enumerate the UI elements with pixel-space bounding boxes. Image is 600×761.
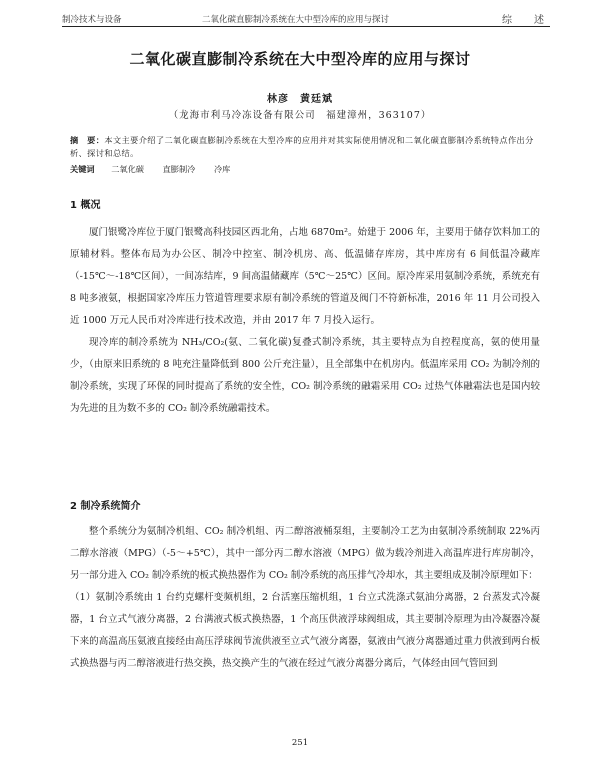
keyword: 二氧化碳 <box>111 164 144 174</box>
page-number: 251 <box>291 738 309 748</box>
abstract-text: 本文主要介绍了二氧化碳直膨制冷系统在大型冷库的应用并对其实际使用情况和二氧化碳直膨制冷系统特点作出分析、探讨和总结。 <box>70 135 534 158</box>
paragraph: 厦门银鹭冷库位于厦门银鹭高科技园区西北角，占地 6870m²。始建于 2006 年，主要用于储存饮料加工的原辅材料。整体布局为办公区、制冷中控室、制冷机房、高、低温储存库房，其中库房有 6 间低温冷藏库（-15℃～-18℃区间），一间冻结库，9 间高温储藏库（5℃～25℃）区间。原冷库采用氨制冷系统，系统充有 8 吨多液氨，根据国家冷库压力管道管理要求原有制冷系统的管道及阀门不符新标准，2016 年 11 月公司投入近 1000 万元人民币对冷库进行技术改造，并由 2017 年 7 月投入运行。 <box>70 227 540 326</box>
section-heading-overview: 1 概况 <box>70 200 101 211</box>
section-overview-body <box>70 222 540 420</box>
paragraph: 现冷库的制冷系统为 NH₃/CO₂(氨、二氧化碳)复叠式制冷系统，其主要特点为自控程度高，氨的使用量少，（由原来旧系统的 8 吨充注量降低到 800 公斤充注量），且全部集中在机房内。低温库采用 CO₂ 为制冷剂的制冷系统，实现了环保的同时提高了系统的安全性，CO₂ 制冷系统的融霜采用 CO₂ 过热气体融霜法也是国内较为先进的且为数不多的 CO₂ 制冷系统融霜技术。 <box>70 337 540 414</box>
header-rule <box>62 26 550 27</box>
running-title: 二氧化碳直膨制冷系统在大中型冷库的应用与探讨 <box>202 15 390 25</box>
authors: 林彦 黄廷斌 <box>267 94 333 105</box>
keyword: 直膨制冷 <box>162 164 196 174</box>
running-header <box>62 11 550 27</box>
keyword: 冷库 <box>213 164 231 174</box>
section-system-body <box>70 521 540 675</box>
paragraph: 整个系统分为氨制冷机组、CO₂ 制冷机组、丙二醇溶液桶泵组，主要制冷工艺为由氨制冷系统制取 22%丙二醇水溶液（MPG）（-5～+5℃），其中一部分丙二醇水溶液（MPG）做为载冷剂进入高温库进行库房制冷，另一部分进入 CO₂ 制冷系统的板式换热器作为 CO₂ 制冷系统的高压排气冷却水，其主要组成及制冷原理如下： <box>70 526 540 581</box>
paragraph: （1）氨制冷系统由 1 台约克螺杆变频机组，2 台活塞压缩机组，1 台立式洗涤式氨油分离器，2 台蒸发式冷凝器，1 台立式气液分离器，2 台满液式板式换热器，1 个高压供液浮球阀组成，其主要制冷原理为由冷凝器冷凝下来的高温高压氨液直接经由高压浮球阀节流供液至立式气液分离器，氨液由气液分离器通过重力供液到两台板式换热器与丙二醇溶液进行热交换，热交换产生的气液在经过气液分离器分离后，气体经由回气管回到 <box>70 592 540 669</box>
paper-title: 二氧化碳直膨制冷系统在大中型冷库的应用与探讨 <box>129 50 471 68</box>
journal-name: 制冷技术与设备 <box>62 15 122 25</box>
affiliation: （龙海市利马冷冻设备有限公司 福建漳州，363107） <box>168 110 432 121</box>
keywords-label: 关键词 <box>70 164 95 174</box>
section-heading-system: 2 制冷系统简介 <box>70 501 141 512</box>
section-label: 综 述 <box>502 15 550 26</box>
keywords <box>70 164 246 175</box>
abstract-label: 摘 要： <box>70 135 105 145</box>
abstract <box>70 134 540 160</box>
